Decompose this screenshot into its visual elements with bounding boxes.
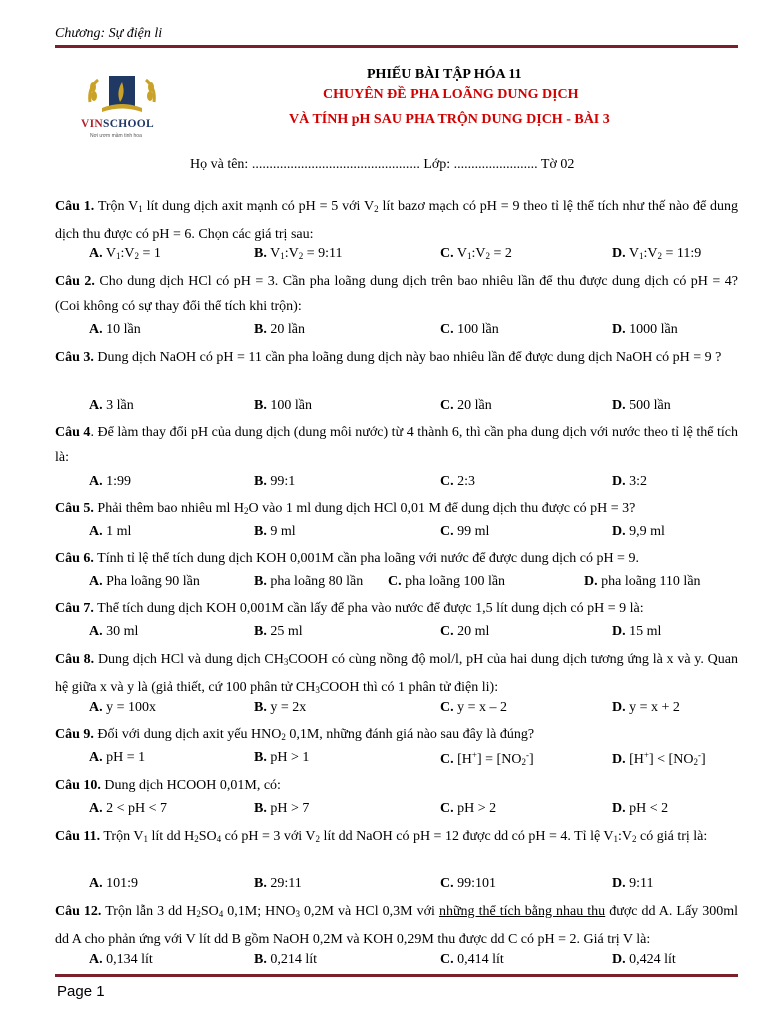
option-c[interactable]: C. 20 ml — [440, 624, 490, 639]
option-a[interactable]: A. y = 100x — [89, 700, 157, 715]
option-c[interactable]: C. 2:3 — [440, 474, 476, 489]
logo-slogan: Nơi ươm mầm tinh hoa — [90, 133, 142, 139]
option-a[interactable]: A. 1:99 — [89, 474, 132, 489]
option-b[interactable]: B. 29:11 — [254, 876, 302, 891]
question-2-options — [0, 322, 768, 342]
option-c[interactable]: C. 20 lần — [440, 398, 492, 413]
option-d[interactable]: D. $[H^+] < [NO_2^-]$ — [612, 750, 706, 767]
option-b[interactable]: B. 0,214 lít — [254, 952, 318, 967]
question-5: Câu 5. Phải thêm bao nhiêu ml $H_2O$ vào 1 ml dung dịch HCl 0,01 M để dung dịch thu được có pH = 3? — [55, 501, 636, 516]
footer-rule — [55, 974, 738, 977]
option-d[interactable]: D. 0,424 lít — [612, 952, 676, 967]
question-10-options — [0, 801, 768, 821]
question-11-options — [0, 876, 768, 896]
option-a[interactable]: A. 30 ml — [89, 624, 139, 639]
option-d[interactable]: D. pha loãng 110 lần — [584, 574, 701, 589]
chapter-header: Chương: Sự điện li — [55, 26, 163, 41]
question-8-options — [0, 700, 768, 720]
option-b[interactable]: B. 20 lần — [254, 322, 305, 337]
option-b[interactable]: B. 100 lần — [254, 398, 312, 413]
option-c[interactable]: C. 100 lần — [440, 322, 499, 337]
option-c[interactable]: C. 99:101 — [440, 876, 497, 891]
option-b[interactable]: B. $V_1:V_2$ = 9:11 — [254, 246, 343, 261]
question-8: Câu 8. Dung dịch HCl và dung dịch $CH_3COOH$ có cùng nồng độ mol/l, pH của hai dung dịch tương ứng là x và y. Quan hệ giữa x và y là (giả thiết, cứ 100 phân tử $CH_3COOH$ thì có 1 phân tử điện li): — [55, 652, 738, 695]
question-7-options — [0, 624, 768, 644]
option-a[interactable]: A. 3 lần — [89, 398, 134, 413]
option-b[interactable]: B. 25 ml — [254, 624, 303, 639]
question-4-options — [0, 474, 768, 494]
option-d[interactable]: D. pH < 2 — [612, 801, 669, 816]
question-4: Câu 4. Để làm thay đổi pH của dung dịch (dung môi nước) từ 4 thành 6, thì cần pha dung dịch với nước theo tỉ lệ thể tích là: — [55, 425, 738, 465]
student-info-line: Họ và tên: ................................................ Lớp: ........................ Tờ 02 — [190, 157, 575, 172]
question-2: Câu 2. Cho dung dịch HCl có pH = 3. Cần pha loãng dung dịch trên bao nhiêu lần để thu được dung dịch có pH = 4? (Coi không có sự thay đổi thể tích khi trộn): — [55, 274, 738, 314]
question-7: Câu 7. Thể tích dung dịch KOH 0,001M cần lấy để pha vào nước để được 1,5 lít dung dịch có pH = 9 là: — [55, 601, 644, 616]
option-a[interactable]: A. Pha loãng 90 lần — [89, 574, 200, 589]
question-1: Câu 1. Trộn $V_1$ lít dung dịch axit mạnh có pH = 5 với $V_2$ lít bazơ mạch có pH = 9 theo tỉ lệ thể tích như thế nào để dung dịch thu được có pH = 6. Chọn các giá trị sau: — [55, 199, 738, 242]
question-12: Câu 12. Trộn lẫn 3 dd $H_2SO_4$ 0,1M; $HNO_3$ 0,2M và HCl 0,3M với những thể tích bằng nhau thu được dd A. Lấy 300ml dd A cho phản ứng với V lít dd B gồm NaOH 0,2M và KOH 0,29M thu được dd C có pH = 2. Giá trị V là: — [55, 904, 738, 947]
option-d[interactable]: D. $V_1:V_2$ = 11:9 — [612, 246, 702, 261]
option-a[interactable]: A. 2 < pH < 7 — [89, 801, 168, 816]
option-a[interactable]: A. 101:9 — [89, 876, 139, 891]
option-a[interactable]: A. 0,134 lít — [89, 952, 153, 967]
topic-subtitle: VÀ TÍNH pH SAU PHA TRỘN DUNG DỊCH - BÀI 3 — [289, 112, 610, 127]
header-rule — [55, 45, 738, 48]
option-c[interactable]: C. $V_1:V_2 = 2$ — [440, 246, 512, 261]
question-3: Câu 3. Dung dịch NaOH có pH = 11 cần pha loãng dung dịch này bao nhiêu lần để được dung dịch NaOH có pH = 9 ? — [55, 350, 722, 365]
option-b[interactable]: B. 99:1 — [254, 474, 296, 489]
topic-title: CHUYÊN ĐỀ PHA LOÃNG DUNG DỊCH — [323, 87, 579, 102]
option-c[interactable]: C. $[H^+] = [NO_2^-]$ — [440, 750, 534, 767]
option-a[interactable]: A. pH = 1 — [89, 750, 146, 765]
option-b[interactable]: B. pha loãng 80 lần — [254, 574, 364, 589]
option-a[interactable]: A. 10 lần — [89, 322, 141, 337]
worksheet-title: PHIẾU BÀI TẬP HÓA 11 — [367, 67, 522, 82]
question-12-options — [0, 952, 768, 972]
option-a[interactable]: A. 1 ml — [89, 524, 132, 539]
question-6: Câu 6. Tính tỉ lệ thể tích dung dịch KOH 0,001M cần pha loãng với nước để được dung dịch có pH = 9. — [55, 551, 639, 566]
option-c[interactable]: C. 0,414 lít — [440, 952, 504, 967]
option-d[interactable]: D. 3:2 — [612, 474, 648, 489]
question-1-options — [0, 246, 768, 266]
option-d[interactable]: D. 9,9 ml — [612, 524, 665, 539]
option-d[interactable]: D. 9:11 — [612, 876, 654, 891]
option-c[interactable]: C. pH > 2 — [440, 801, 497, 816]
vinschool-logo-icon — [82, 72, 162, 142]
option-d[interactable]: D. 500 lần — [612, 398, 671, 413]
option-d[interactable]: D. y = x + 2 — [612, 700, 680, 715]
question-9: Câu 9. Đối với dung dịch axit yếu $HNO_2$ 0,1M, những đánh giá nào sau đây là đúng? — [55, 727, 535, 742]
option-a[interactable]: A. $V_1:V_2 = 1$ — [89, 246, 161, 261]
page-number: Page 1 — [57, 983, 105, 1000]
option-d[interactable]: D. 15 ml — [612, 624, 662, 639]
question-10: Câu 10. Dung dịch HCOOH 0,01M, có: — [55, 778, 281, 793]
option-b[interactable]: B. 9 ml — [254, 524, 296, 539]
question-5-options — [0, 524, 768, 544]
question-11: Câu 11. Trộn $V_1$ lít dd $H_2SO_4$ có pH = 3 với $V_2$ lít dd NaOH có pH = 12 được dd có pH = 4. Tỉ lệ $V_1:V_2$ có giá trị là: — [55, 829, 708, 844]
option-c[interactable]: C. pha loãng 100 lần — [388, 574, 506, 589]
option-b[interactable]: B. y = 2x — [254, 700, 307, 715]
question-6-options — [0, 574, 768, 594]
option-d[interactable]: D. 1000 lần — [612, 322, 678, 337]
question-3-options — [0, 398, 768, 418]
option-c[interactable]: C. y = x – 2 — [440, 700, 508, 715]
option-b[interactable]: B. pH > 1 — [254, 750, 310, 765]
option-c[interactable]: C. 99 ml — [440, 524, 490, 539]
logo-wordmark: VINSCHOOL — [81, 118, 155, 130]
option-b[interactable]: B. pH > 7 — [254, 801, 310, 816]
question-9-options — [0, 750, 768, 770]
